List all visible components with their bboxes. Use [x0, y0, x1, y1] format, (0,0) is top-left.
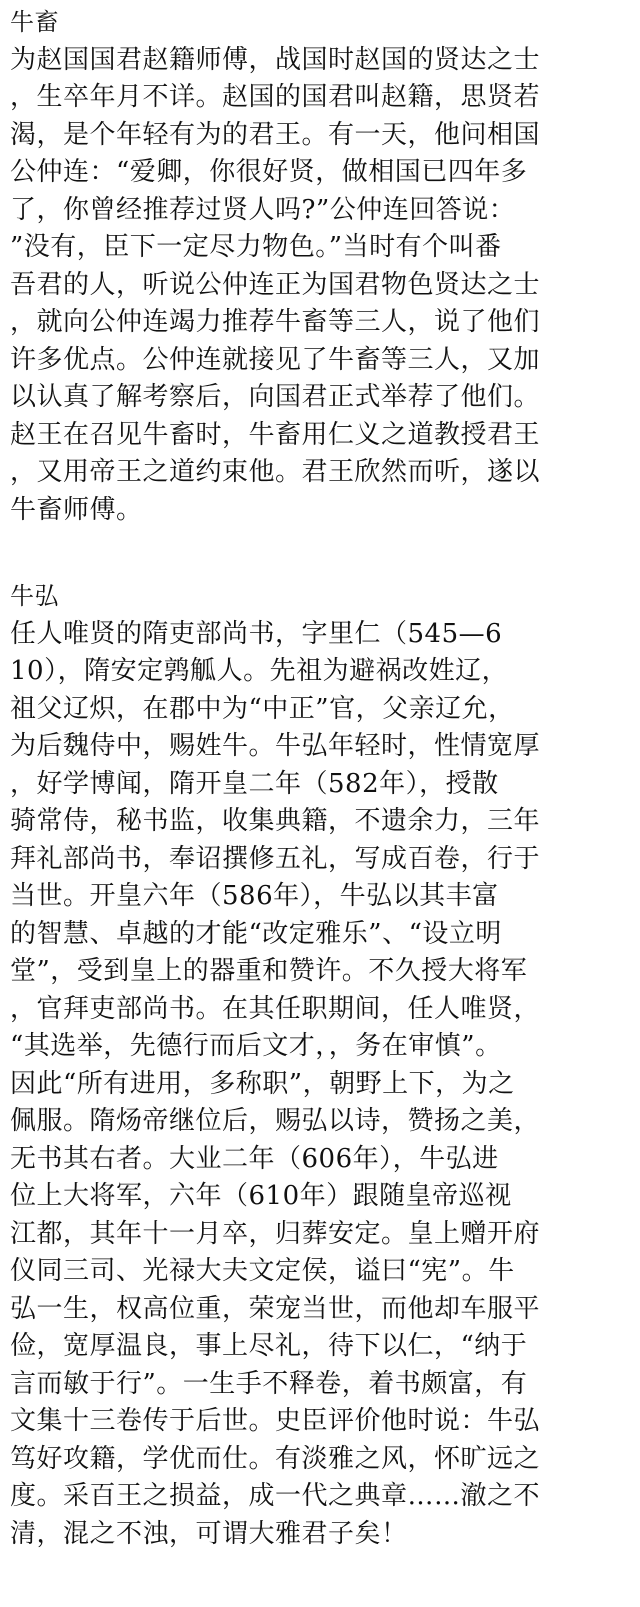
section-title: 牛畜: [10, 8, 59, 36]
text-line: “其选举，先德行而后文才，，务在审慎”。: [10, 1031, 502, 1061]
text-line: 任人唯贤的隋吏部尚书，字里仁（545—6: [10, 618, 503, 649]
section-title: 牛弘: [10, 582, 59, 610]
text-line: 当世。开皇六年（586年），牛弘以其丰富: [10, 881, 499, 911]
text-line: 祖父辽炽，在郡中为“中正”官，父亲辽允，: [10, 693, 515, 724]
text-line: 为赵国国君赵籍师傅，战国时赵国的贤达之士: [10, 44, 541, 75]
text-line: 江都，其年十一月卒，归葬安定。皇上赠开府: [10, 1218, 541, 1249]
text-line: 10），隋安定鹑觚人。先祖为避祸改姓辽，: [10, 656, 509, 686]
section-niu-chu: [10, 4, 634, 529]
text-line: 弘一生，权高位重，荣宠当世，而他却车服平: [10, 1293, 541, 1324]
text-line: 笃好攻籍，学优而仕。有淡雅之风，怀旷远之: [10, 1443, 541, 1474]
text-line: 度。采百王之损益，成一代之典章……澈之不: [10, 1481, 541, 1511]
text-line: ，好学博闻，隋开皇二年（582年），授散: [10, 768, 499, 799]
text-line: 许多优点。公仲连就接见了牛畜等三人，又加: [10, 344, 541, 375]
text-line: 骑常侍，秘书监，收集典籍，不遗余力，三年: [10, 806, 541, 836]
section-niu-hong: [10, 578, 634, 1553]
text-line: 牛畜师傅。: [10, 494, 143, 525]
text-line: ，又用帝王之道约束他。君王欣然而听，遂以: [10, 457, 541, 487]
text-line: 以认真了解考察后，向国君正式举荐了他们。: [10, 382, 541, 412]
text-line: 的智慧、卓越的才能“改定雅乐”、“设立明: [10, 918, 502, 949]
text-line: 渴，是个年轻有为的君王。有一天，他问相国: [10, 119, 541, 150]
text-line: 无书其右者。大业二年（606年），牛弘进: [10, 1143, 499, 1174]
text-line: ，就向公仲连竭力推荐牛畜等三人，说了他们: [10, 307, 541, 337]
text-line: ，生卒年月不详。赵国的国君叫赵籍，思贤若: [10, 82, 541, 112]
text-line: 位上大将军，六年（610年）跟随皇帝巡视: [10, 1181, 512, 1211]
text-line: 清，混之不浊，可谓大雅君子矣！: [10, 1518, 408, 1549]
text-line: 俭，宽厚温良，事上尽礼，待下以仁，“纳于: [10, 1331, 528, 1361]
text-line: 吾君的人，听说公仲连正为国君物色贤达之士: [10, 269, 541, 300]
text-line: 言而敏于行”。一生手不释卷，着书颇富，有: [10, 1368, 528, 1399]
text-line: 了，你曾经推荐过贤人吗?”公仲连回答说：: [10, 194, 516, 225]
text-line: 文集十三卷传于后世。史臣评价他时说：牛弘: [10, 1406, 541, 1436]
text-line: 仪同三司、光禄大夫文定侯，谥曰“宪”。牛: [10, 1256, 515, 1286]
text-line: 为后魏侍中，赐姓牛。牛弘年轻时，性情宽厚: [10, 731, 541, 761]
text-line: ”没有，臣下一定尽力物色。”当时有个叫番: [10, 232, 502, 262]
text-line: 堂”，受到皇上的器重和赞许。不久授大将军: [10, 956, 528, 986]
text-line: 因此“所有进用，多称职”，朝野上下，为之: [10, 1068, 515, 1099]
text-line: ，官拜吏部尚书。在其任职期间，任人唯贤，: [10, 993, 541, 1024]
text-line: 拜礼部尚书，奉诏撰修五礼，写成百卷，行于: [10, 843, 541, 874]
text-line: 佩服。隋炀帝继位后，赐弘以诗，赞扬之美，: [10, 1106, 541, 1136]
text-line: 赵王在召见牛畜时，牛畜用仁义之道教授君王: [10, 419, 541, 450]
text-line: 公仲连：“爱卿，你很好贤，做相国已四年多: [10, 157, 528, 187]
